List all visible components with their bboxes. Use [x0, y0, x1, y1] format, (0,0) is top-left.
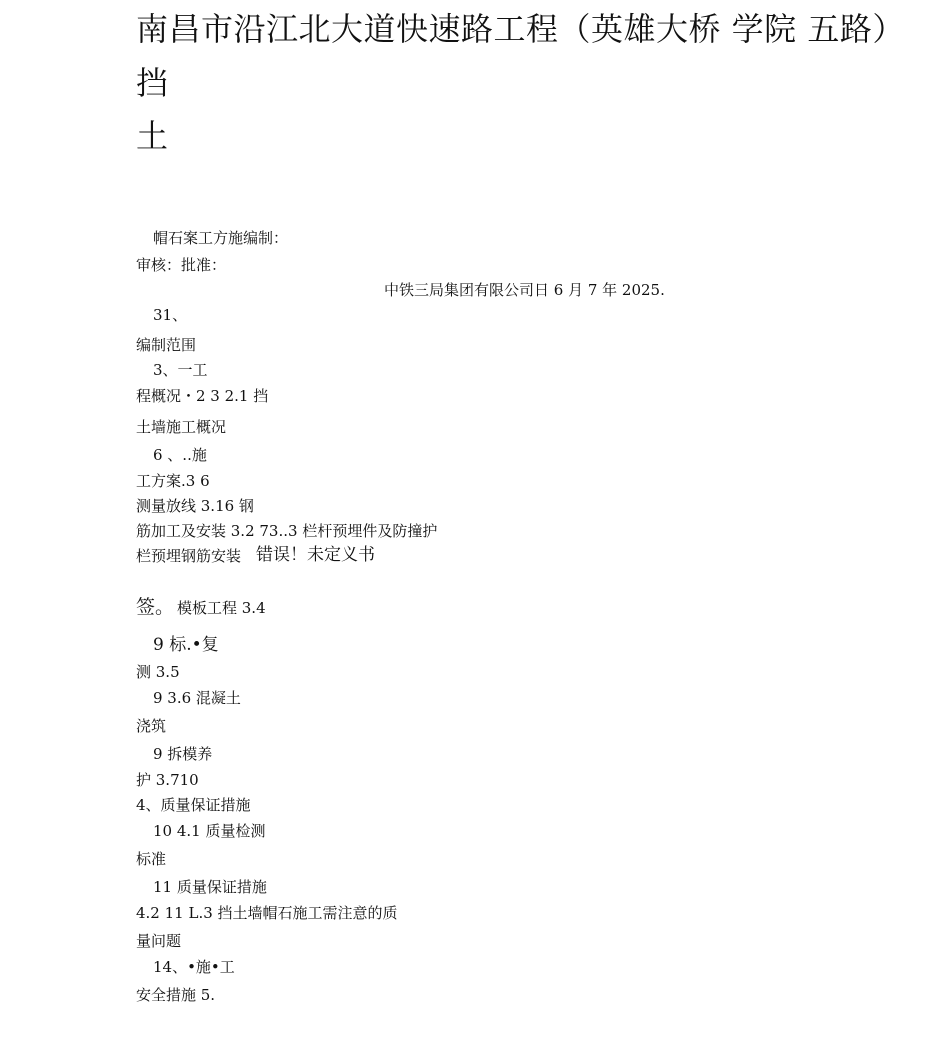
- doc-line-company-date: 中铁三局集团有限公司日 6 月 7 年 2025.: [384, 281, 665, 299]
- doc-line-31: 31、: [153, 306, 188, 324]
- doc-line-formwork: 模板工程 3.4: [177, 599, 266, 617]
- doc-line-concrete: 9 3.6 混凝土: [153, 689, 241, 707]
- doc-line-curing: 护 3.710: [136, 771, 199, 789]
- document-title-line-1: 南昌市沿江北大道快速路工程（英雄大桥 学院 五路）: [136, 10, 905, 48]
- doc-line-quality-inspection: 10 4.1 质量检测: [153, 822, 266, 840]
- doc-line-compile: 帽石案工方施编制：: [153, 229, 289, 247]
- doc-line-survey: 测量放线 3.16 钢: [136, 497, 254, 515]
- doc-line-construction-start: 6 、..施: [153, 446, 207, 464]
- doc-line-safety: 安全措施 5.: [136, 986, 216, 1004]
- doc-line-problem: 量问题: [136, 932, 182, 950]
- doc-line-retaining-wall-overview: 土墙施工概况: [136, 418, 227, 436]
- doc-line-marker: 9 标.•复: [153, 635, 219, 655]
- document-title-line-3: 土: [136, 117, 169, 155]
- doc-line-embedded-rebar: 栏预埋钢筋安装: [136, 547, 242, 565]
- doc-line-quality-issues: 4.2 11 L.3 挡土墙帽石施工需注意的质: [136, 904, 398, 922]
- doc-line-rebar: 筋加工及安装 3.2 73..3 栏杆预埋件及防撞护: [136, 522, 438, 540]
- doc-line-review: 审核：批准：: [136, 256, 227, 274]
- doc-line-standard: 标准: [136, 850, 167, 868]
- doc-line-quality-measures: 4、质量保证措施: [136, 796, 251, 814]
- doc-line-measure: 测 3.5: [136, 663, 180, 681]
- doc-line-pouring: 浇筑: [136, 717, 167, 735]
- doc-line-remove-formwork: 9 拆模养: [153, 745, 213, 763]
- doc-line-overview: 程概况・2 3 2.1 挡: [136, 387, 269, 405]
- doc-line-signature: 签。: [136, 596, 175, 618]
- document-title-line-2: 挡: [136, 64, 169, 102]
- doc-line-scope: 编制范围: [136, 336, 197, 354]
- doc-line-error-text: 错误！未定义书: [256, 545, 375, 565]
- doc-line-section-3: 3、一工: [153, 361, 208, 379]
- doc-line-quality-assurance: 11 质量保证措施: [153, 878, 267, 896]
- doc-line-construction-plan: 工方案.3 6: [136, 472, 210, 490]
- doc-line-construction: 14、•施•工: [153, 958, 235, 976]
